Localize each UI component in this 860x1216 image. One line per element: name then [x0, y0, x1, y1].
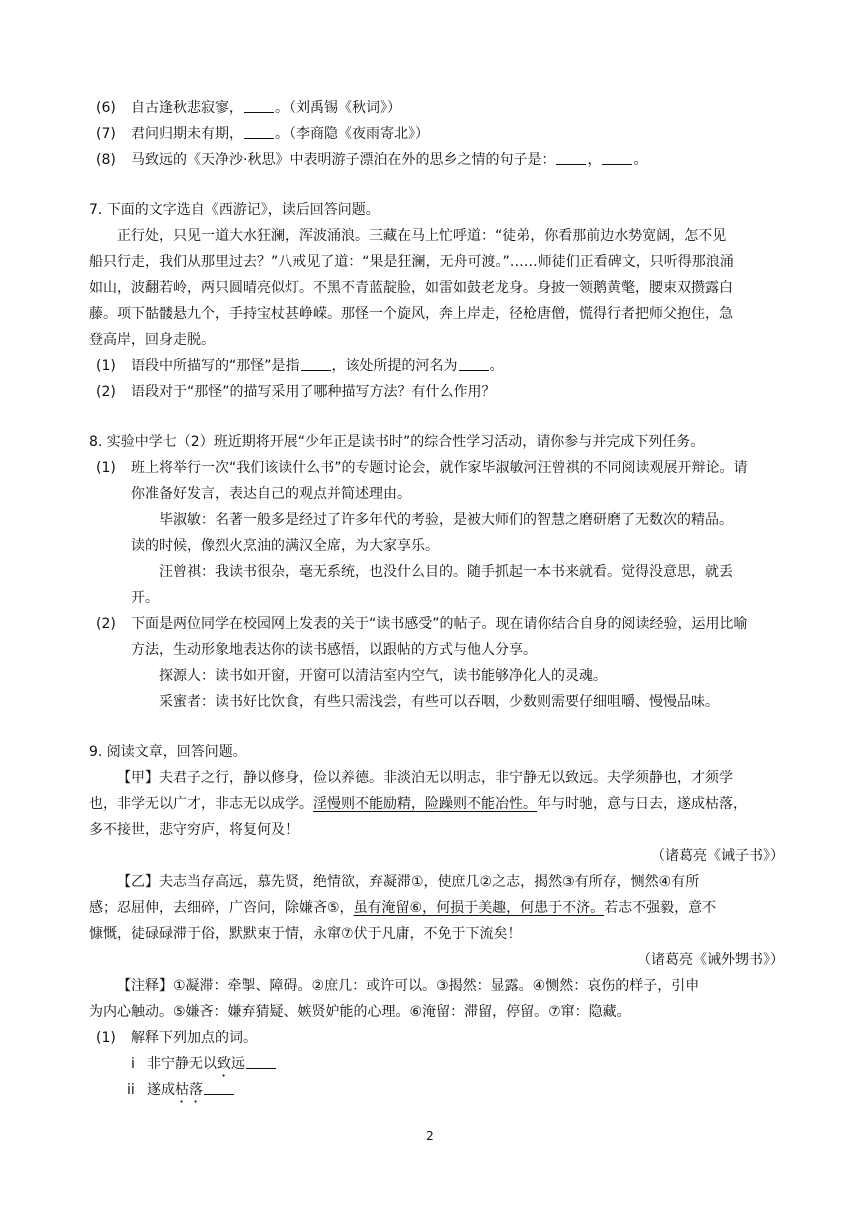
underlined-sentence: 虽有淹留⑥，何损于美趣，何患于不济。 — [353, 900, 605, 916]
item-number: (6) — [96, 100, 116, 116]
item-number: (7) — [96, 126, 116, 142]
underlined-sentence: 淫慢则不能励精，险躁则不能冶性。 — [313, 796, 537, 812]
q9-jia-line: 也，非学无以广才，非志无以成学。淫慢则不能励精，险躁则不能冶性。年与时驰，意与日去，遂成枯落， — [89, 796, 747, 812]
q9-yi-line: 感；忍屈伸，去细碎，广咨问，除嫌吝⑤，虽有淹留⑥，何损于美趣，何患于不济。若志不强毅，意不 — [89, 900, 717, 916]
item-number: (8) — [96, 152, 116, 168]
answer-blank[interactable] — [244, 98, 274, 113]
q6-item-6: (6) 自古逢秋悲寂寥， 。（刘禹锡《秋词》） — [96, 100, 401, 116]
q8-sub2: (2) 下面是两位同学在校园网上发表的关于“读书感受”的帖子。现在请你结合自身的阅读经验，运用比喻 — [96, 616, 748, 632]
q9-yi-line: 【乙】夫志当存高远，慕先贤，绝情欲，弃凝滞①，使庶几②之志，揭然③有所存，恻然④有所 — [117, 874, 700, 890]
q9-jia-line: 【甲】夫君子之行，静以修身，俭以养德。非淡泊无以明志，非宁静无以致远。夫学须静也，才须学 — [117, 770, 733, 786]
q8-post1: 探源人：读书如开窗，开窗可以清洁室内空气，读书能够净化人的灵魂。 — [159, 668, 607, 684]
q7-passage-line: 船只行走，我们从那里过去？”八戒见了道：“果是狂澜，无舟可渡。”……师徒们正看碑文，只听得那浪涌 — [89, 254, 734, 270]
q8-wang-quote: 汪曾祺：我读书很杂，毫无系统，也没什么目的。随手抓起一本书来就看。觉得没意思，就丢 — [159, 564, 733, 580]
q9-title: 9. 阅读文章，回答问题。 — [89, 744, 247, 760]
q9-jia-source: （诸葛亮《诫子书》） — [651, 848, 784, 864]
answer-blank[interactable] — [244, 124, 274, 139]
q7-passage-line: 如山，波翻若岭，两只圆晴亮似灯。不黑不青蓝靛脸，如雷如鼓老龙身。身披一领鹅黄氅，腰束双攒露白 — [89, 280, 733, 296]
q9-sub1-i: i 非宁静无以致远 — [0, 1054, 860, 1074]
q8-sub1-line: 你准备好发言，表达自己的观点并简述理由。 — [131, 486, 411, 502]
q8-sub1: (1) 班上将举行一次“我们该读什么书”的专题讨论会，就作家毕淑敏河汪曾祺的不同阅读观展开辩论。请 — [96, 460, 748, 476]
q8-post2: 采蜜者：读书好比饮食，有些只需浅尝，有些可以吞咽，少数则需要仔细咀嚼、慢慢品味。 — [159, 694, 719, 710]
q7-passage-line: 藤。项下骷髅悬九个，手持宝杖甚峥嵘。那怪一个旋风，奔上岸走，径枪唐僧，慌得行者把师父抱住，急 — [89, 306, 733, 322]
q9-jia-line: 多不接世，悲守穷庐，将复何及！ — [89, 822, 299, 838]
q9-notes: 【注释】①凝滞：牵掣、障碍。②庶几：或许可以。③揭然：显露。④恻然：哀伤的样子，引申 — [117, 978, 700, 994]
q7-passage-line: 登高岸，回身走脱。 — [89, 332, 215, 348]
answer-blank[interactable] — [556, 150, 586, 165]
q9-yi-source: （诸葛亮《诫外甥书》） — [637, 952, 784, 968]
q8-sub2-line: 方法，生动形象地表达你的读书感悟，以跟帖的方式与他人分享。 — [131, 642, 537, 658]
q9-sub1: (1) 解释下列加点的词。 — [96, 1030, 257, 1046]
q9-notes: 为内心触动。⑤嫌吝：嫌弃猜疑、嫉贤妒能的心理。⑥淹留：滞留，停留。⑦窜：隐藏。 — [89, 1004, 631, 1020]
answer-blank[interactable] — [301, 356, 331, 371]
q8-title: 8. 实验中学七（2）班近期将开展“少年正是读书时”的综合性学习活动，请你参与并完成下列任务。 — [89, 434, 705, 450]
answer-blank[interactable] — [204, 1080, 234, 1095]
q7-sub2: (2) 语段对于“那怪”的描写采用了哪种描写方法？有什么作用？ — [96, 384, 496, 400]
q6-item-8: (8) 马致远的《天净沙·秋思》中表明游子漂泊在外的思乡之情的句子是： ， 。 — [96, 152, 648, 168]
q9-sub1-ii: ii 遂成枯落 — [0, 1080, 860, 1100]
answer-blank[interactable] — [459, 356, 489, 371]
q7-passage-line: 正行处，只见一道大水狂澜，浑波涌浪。三藏在马上忙呼道：“徒弟，你看那前边水势宽阔，怎不见 — [117, 228, 727, 244]
page-number: 2 — [426, 1129, 434, 1143]
answer-blank[interactable] — [602, 150, 632, 165]
q7-title: 7. 下面的文字选自《西游记》，读后回答问题。 — [89, 202, 380, 218]
q6-item-7: (7) 君问归期未有期， 。（李商隐《夜雨寄北》） — [96, 126, 429, 142]
q7-sub1: (1) 语段中所描写的“那怪”是指 ，该处所提的河名为 。 — [96, 358, 504, 374]
dotted-word: 枯落 — [175, 1082, 203, 1098]
q9-yi-line: 慷慨，徒碌碌滞于俗，默默束于情，永窜⑦伏于凡庸，不免于下流矣！ — [89, 926, 522, 942]
q8-bi-quote: 毕淑敏：名著一般多是经过了许多年代的考验，是被大师们的智慧之磨研磨了无数次的精品。 — [159, 512, 733, 528]
q8-bi-quote: 读的时候，像烈火烹油的满汉全席，为大家享乐。 — [131, 538, 439, 554]
dotted-word: 致 — [217, 1056, 231, 1072]
q8-wang-quote: 开。 — [131, 590, 159, 606]
answer-blank[interactable] — [246, 1054, 276, 1069]
